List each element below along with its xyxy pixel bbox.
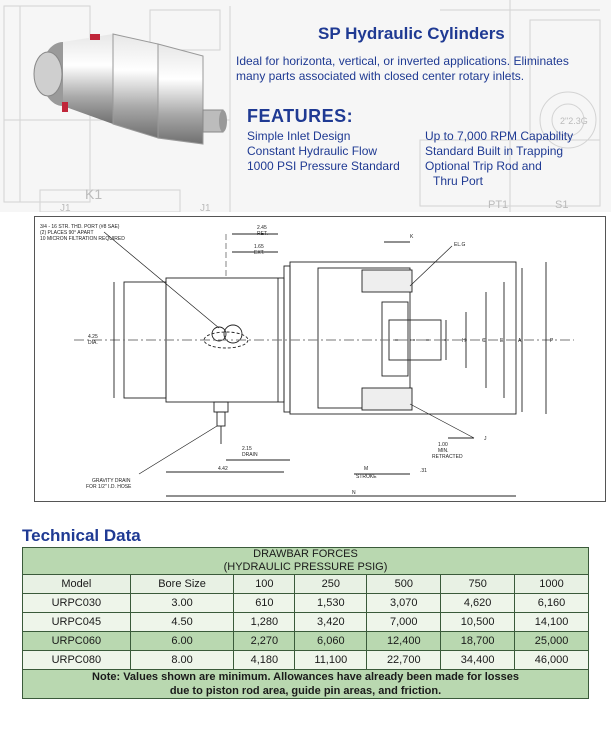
cell: 11,100 (295, 651, 367, 670)
dim-min: MIN. (438, 448, 449, 454)
cell: 46,000 (515, 651, 589, 670)
cell: 14,100 (515, 613, 589, 632)
label-j: J (484, 436, 487, 442)
bg-label-j1: J1 (60, 203, 71, 212)
cell: 1,280 (234, 613, 295, 632)
cell: 6.00 (130, 632, 234, 651)
dim-2-45: 2.45 (257, 225, 267, 231)
dim-retracted: RETRACTED (432, 454, 463, 460)
label-e: E (500, 338, 504, 344)
table-header-row (23, 575, 589, 594)
bg-label-pt1: PT1 (488, 199, 509, 211)
label-n: N (352, 490, 356, 496)
table-title-line-1: DRAWBAR FORCES (253, 548, 358, 560)
cell: 6,160 (515, 594, 589, 613)
port-note-line-1: 3/4 - 16 STR. THD. PORT (#8 SAE) (40, 224, 120, 230)
cell: 1,530 (295, 594, 367, 613)
col-header-750: 750 (441, 575, 515, 594)
table-row (23, 613, 589, 632)
dim-2-15: 2.15 (242, 446, 252, 452)
dim-drain: DRAIN (242, 452, 258, 458)
cell: URPC030 (23, 594, 131, 613)
cell: 6,060 (295, 632, 367, 651)
dim-4-42: 4.42 (218, 466, 228, 472)
label-m: M (364, 466, 369, 472)
label-c: C (482, 338, 486, 344)
dim-4-25: 4.25 (88, 334, 98, 340)
bg-label-k1: K1 (85, 186, 103, 202)
cell: 3.00 (130, 594, 234, 613)
cell: 3,420 (295, 613, 367, 632)
label-stroke: STROKE (356, 474, 377, 480)
dim-1-00: 1.00 (438, 442, 448, 448)
dim-dia: DIA. (88, 340, 98, 346)
cell: 7,000 (367, 613, 441, 632)
cell: 10,500 (441, 613, 515, 632)
gravity-note-line-1: GRAVITY DRAIN (92, 478, 131, 484)
label-k: K (410, 234, 414, 240)
page-title: SP Hydraulic Cylinders (318, 24, 505, 43)
col-header-1000: 1000 (515, 575, 589, 594)
port-note-line-3: 10 MICRON FILTRATION REQUIRED (40, 236, 125, 242)
table-note-line-2: due to piston rod area, guide pin areas, and friction. (169, 685, 442, 697)
dim-ext: EXT. (254, 250, 265, 256)
feature-constant-flow: Constant Hydraulic Flow (247, 144, 378, 158)
cell: 3,070 (367, 594, 441, 613)
col-header-100: 100 (234, 575, 295, 594)
cell: 4,620 (441, 594, 515, 613)
cell: 12,400 (367, 632, 441, 651)
cell: URPC060 (23, 632, 131, 651)
cell: URPC080 (23, 651, 131, 670)
cell: 18,700 (441, 632, 515, 651)
gravity-note-line-2: FOR 1/2" I.D. HOSE (86, 484, 132, 490)
table-row (23, 651, 589, 670)
table-note (23, 670, 589, 699)
table-title-line-2: (HYDRAULIC PRESSURE PSIG) (223, 561, 388, 573)
bg-label-thread: 2"2.3G (560, 116, 588, 126)
cell: 2,270 (234, 632, 295, 651)
dim-ret: RET. (257, 231, 268, 237)
label-elg: EL.G (454, 242, 466, 248)
table-title (23, 548, 589, 575)
cell: 22,700 (367, 651, 441, 670)
label-p: P (550, 338, 554, 344)
cell: 25,000 (515, 632, 589, 651)
cell: 8.00 (130, 651, 234, 670)
feature-simple-inlet: Simple Inlet Design (247, 129, 351, 143)
col-header-250: 250 (295, 575, 367, 594)
technical-data-title: Technical Data (22, 526, 141, 545)
bg-label-s1: S1 (555, 199, 569, 211)
cell: 34,400 (441, 651, 515, 670)
feature-trapping: Standard Built in Trapping (425, 144, 564, 158)
dim-0-31: .31 (420, 468, 427, 474)
cylinder-photo (18, 26, 233, 156)
cell: 4.50 (130, 613, 234, 632)
feature-trip-rod: Optional Trip Rod and (425, 159, 542, 173)
label-a: A (518, 338, 522, 344)
intro-text: Ideal for horizonta, vertical, or inverted applications. Eliminates many parts associated with closed center rotary inlets. (236, 54, 569, 83)
technical-drawing (34, 216, 606, 502)
cell: 610 (234, 594, 295, 613)
table-note-line-1: Note: Values shown are minimum. Allowances have already been made for losses (92, 671, 519, 683)
table-row (23, 594, 589, 613)
feature-7000-rpm: Up to 7,000 RPM Capability (425, 129, 574, 143)
port-note-line-2: (2) PLACES 90° APART (40, 230, 94, 236)
bg-label-j1b: J1 (200, 203, 211, 212)
feature-thru-port: Thru Port (433, 174, 484, 188)
label-h: H (462, 338, 466, 344)
table-row (23, 632, 589, 651)
cell: 4,180 (234, 651, 295, 670)
cell: URPC045 (23, 613, 131, 632)
dim-1-65: 1.65 (254, 244, 264, 250)
col-header-bore: Bore Size (130, 575, 234, 594)
feature-1000-psi: 1000 PSI Pressure Standard (247, 159, 400, 173)
col-header-500: 500 (367, 575, 441, 594)
drawbar-forces-table (22, 547, 589, 699)
features-heading: FEATURES: (247, 106, 354, 126)
col-header-model: Model (23, 575, 131, 594)
